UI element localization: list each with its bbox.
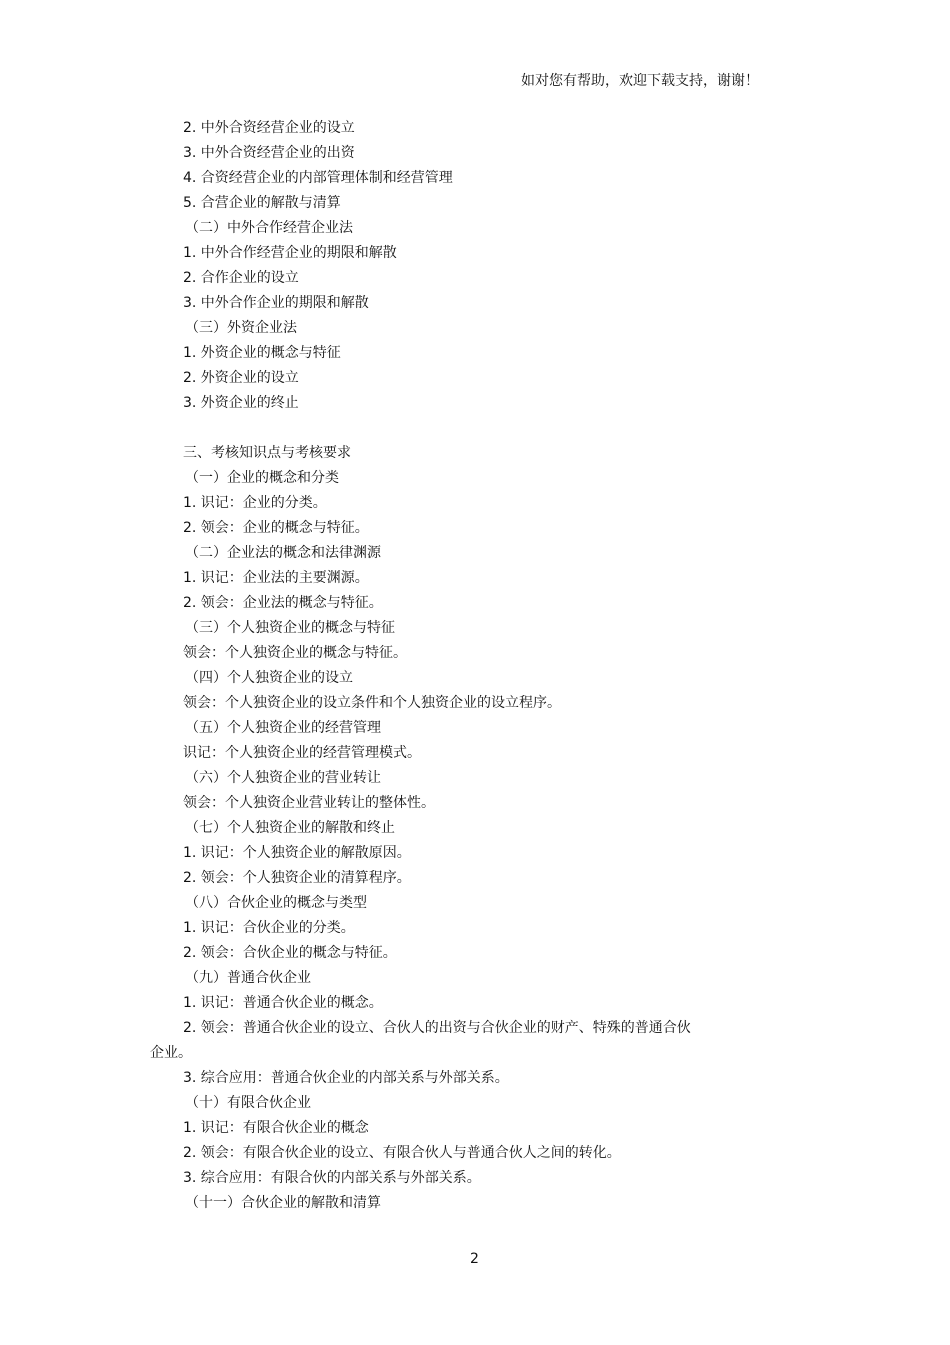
- list-item: 2. 领会：普通合伙企业的设立、合伙人的出资与合伙企业的财产、特殊的普通合伙: [183, 1020, 691, 1036]
- list-item: 4. 合资经营企业的内部管理体制和经营管理: [183, 170, 453, 186]
- section-heading: （八）合伙企业的概念与类型: [185, 895, 367, 911]
- list-item: 3. 综合应用：有限合伙的内部关系与外部关系。: [183, 1170, 481, 1186]
- list-item: 1. 识记：有限合伙企业的概念: [183, 1120, 369, 1136]
- list-item: 3. 综合应用：普通合伙企业的内部关系与外部关系。: [183, 1070, 509, 1086]
- section-heading: （十）有限合伙企业: [185, 1095, 311, 1111]
- list-item: 1. 识记：普通合伙企业的概念。: [183, 995, 383, 1011]
- section-heading: （五）个人独资企业的经营管理: [185, 720, 381, 736]
- section-heading: （三）外资企业法: [185, 320, 297, 336]
- list-item: 5. 合营企业的解散与清算: [183, 195, 341, 211]
- list-item: 2. 领会：个人独资企业的清算程序。: [183, 870, 411, 886]
- list-item: 2. 领会：企业的概念与特征。: [183, 520, 369, 536]
- list-item: 2. 领会：企业法的概念与特征。: [183, 595, 383, 611]
- list-item: 3. 外资企业的终止: [183, 395, 299, 411]
- section-heading: （七）个人独资企业的解散和终止: [185, 820, 395, 836]
- list-item: 领会：个人独资企业的设立条件和个人独资企业的设立程序。: [183, 695, 561, 711]
- section-heading: （十一）合伙企业的解散和清算: [185, 1195, 381, 1211]
- list-item: 1. 识记：企业法的主要渊源。: [183, 570, 369, 586]
- list-item: 领会：个人独资企业的概念与特征。: [183, 645, 407, 661]
- list-item: 1. 识记：合伙企业的分类。: [183, 920, 355, 936]
- chapter-heading: 三、考核知识点与考核要求: [183, 445, 351, 461]
- list-item: 2. 领会：合伙企业的概念与特征。: [183, 945, 397, 961]
- list-item: 1. 识记：企业的分类。: [183, 495, 327, 511]
- list-item: 3. 中外合作企业的期限和解散: [183, 295, 369, 311]
- section-heading: （九）普通合伙企业: [185, 970, 311, 986]
- list-item: 1. 识记：个人独资企业的解散原因。: [183, 845, 411, 861]
- section-heading: （三）个人独资企业的概念与特征: [185, 620, 395, 636]
- section-heading: （一）企业的概念和分类: [185, 470, 339, 486]
- list-item-continuation: 企业。: [150, 1045, 192, 1061]
- page-number: 2: [470, 1251, 479, 1267]
- list-item: 3. 中外合资经营企业的出资: [183, 145, 355, 161]
- header-note: 如对您有帮助，欢迎下载支持，谢谢！: [521, 73, 759, 89]
- section-heading: （二）中外合作经营企业法: [185, 220, 353, 236]
- section-heading: （二）企业法的概念和法律渊源: [185, 545, 381, 561]
- list-item: 2. 中外合资经营企业的设立: [183, 120, 355, 136]
- list-item: 1. 中外合作经营企业的期限和解散: [183, 245, 397, 261]
- list-item: 2. 领会：有限合伙企业的设立、有限合伙人与普通合伙人之间的转化。: [183, 1145, 621, 1161]
- list-item: 领会：个人独资企业营业转让的整体性。: [183, 795, 435, 811]
- list-item: 1. 外资企业的概念与特征: [183, 345, 341, 361]
- list-item: 2. 外资企业的设立: [183, 370, 299, 386]
- list-item: 2. 合作企业的设立: [183, 270, 299, 286]
- section-heading: （四）个人独资企业的设立: [185, 670, 353, 686]
- section-heading: （六）个人独资企业的营业转让: [185, 770, 381, 786]
- list-item: 识记：个人独资企业的经营管理模式。: [183, 745, 421, 761]
